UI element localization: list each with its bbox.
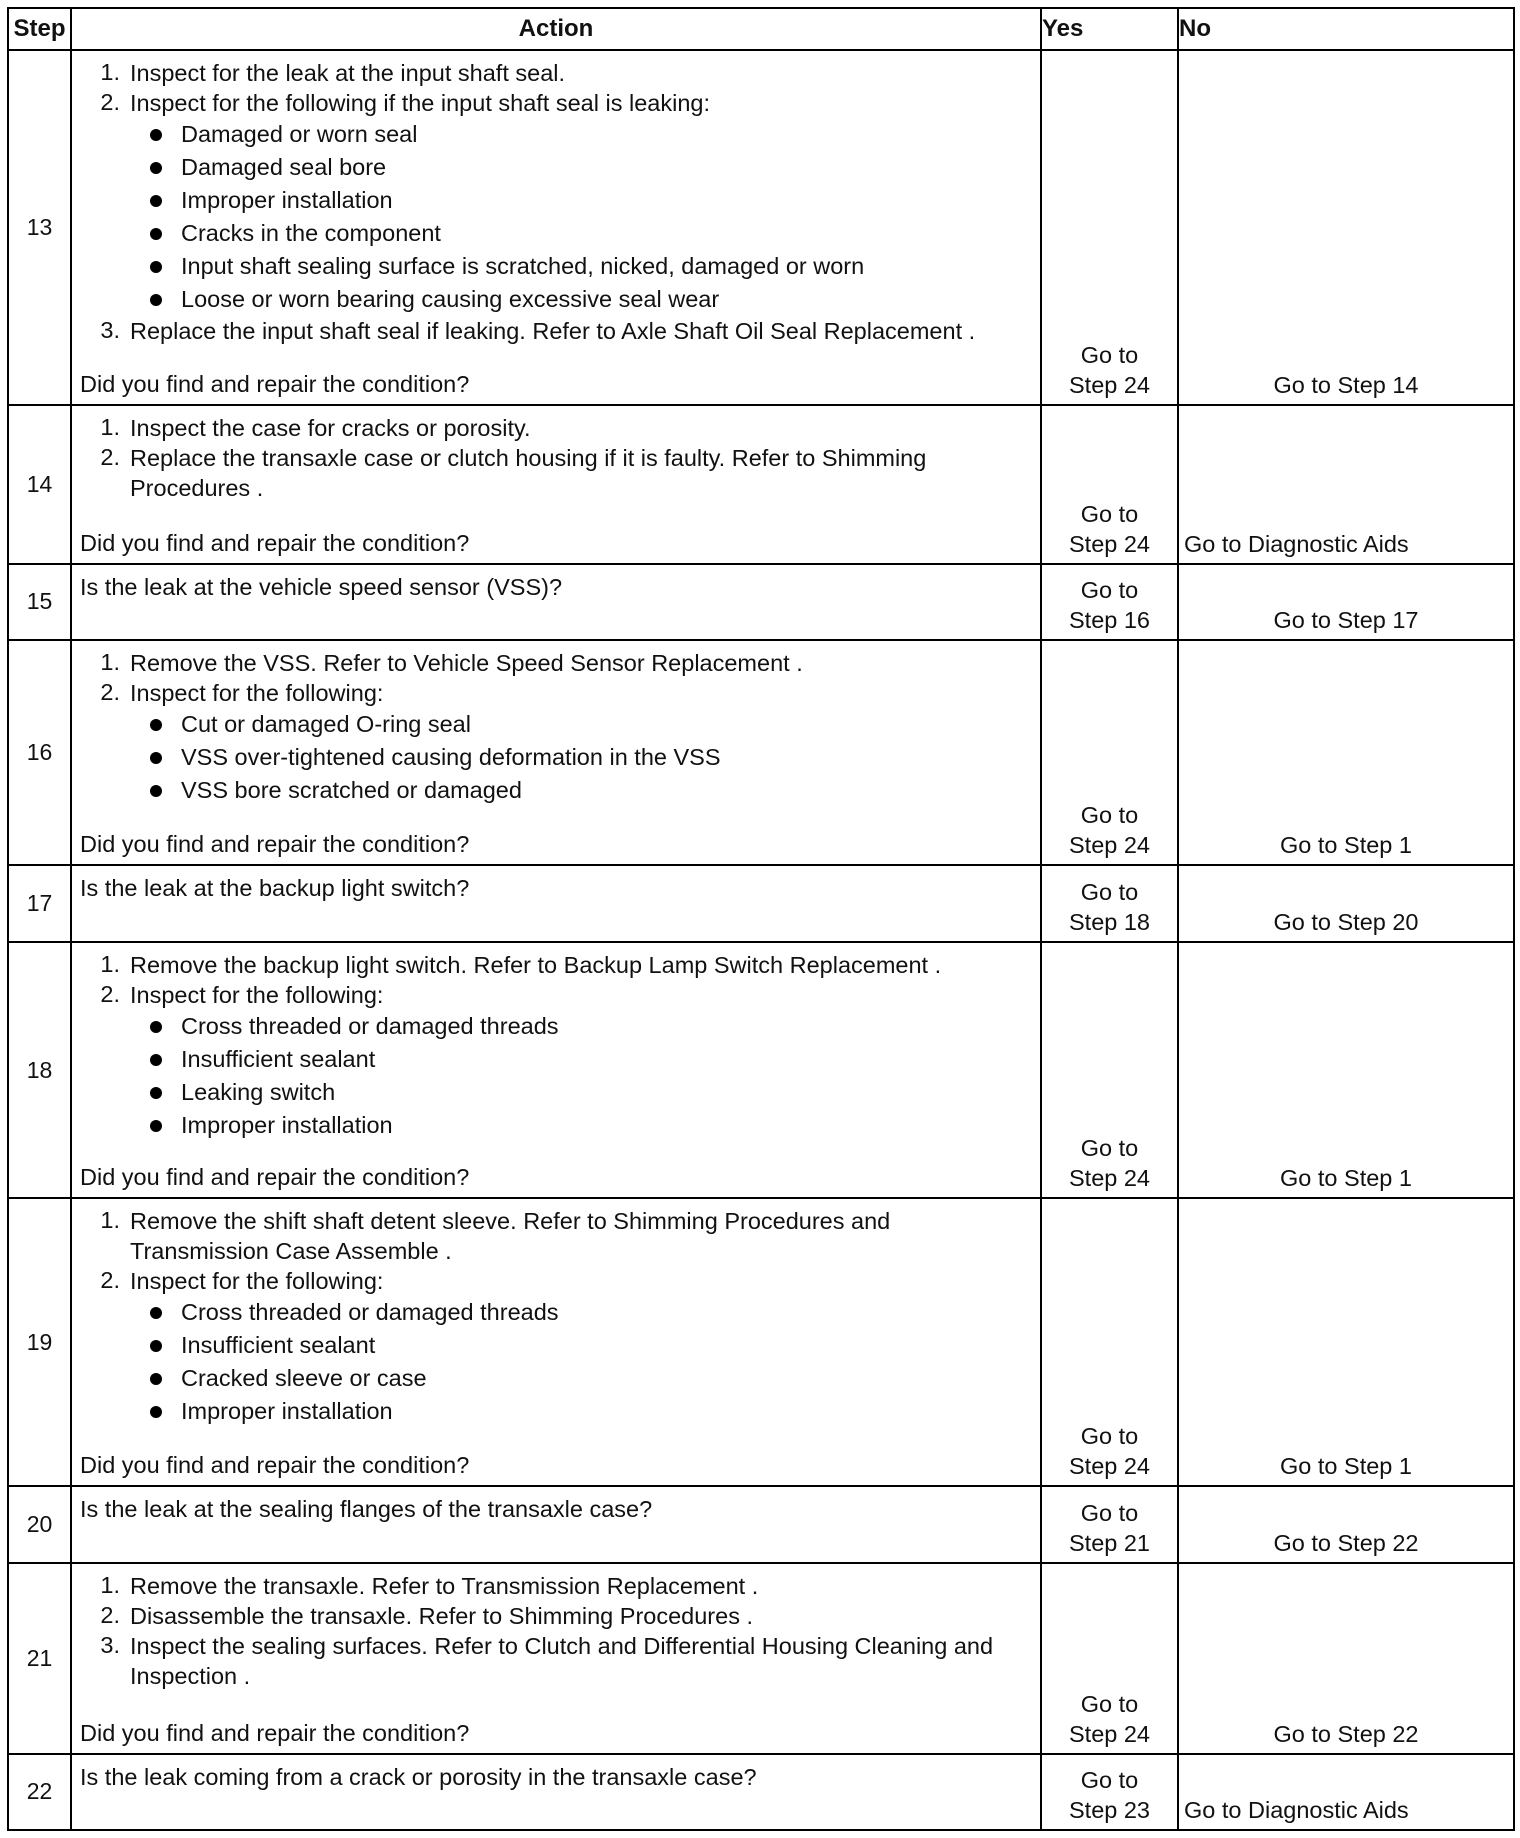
bullet-dot-icon — [150, 752, 162, 764]
yes-cell — [1041, 1198, 1178, 1486]
yes-result — [1042, 1421, 1177, 1485]
step-number: 13 — [8, 50, 71, 405]
table-row — [8, 1486, 1514, 1562]
no-cell — [1178, 865, 1514, 941]
bullet-item — [80, 1076, 1030, 1109]
item-number: 2. — [100, 89, 120, 115]
action-cell — [71, 640, 1041, 866]
item-text: Remove the VSS. Refer to Vehicle Speed Sensor Replacement . — [130, 649, 803, 676]
question-text: Is the leak at the sealing flanges of the transaxle case? — [80, 1496, 653, 1523]
list-item — [80, 648, 1030, 678]
bullet-text: Damaged or worn seal — [181, 121, 418, 147]
bullet-list — [80, 1010, 1030, 1142]
header-yes: Yes — [1041, 8, 1178, 50]
yes-line-2: Step 23 — [1068, 1797, 1150, 1823]
list-item — [80, 1571, 1030, 1601]
bullet-text: Cross threaded or damaged threads — [181, 1012, 559, 1039]
item-number: 1. — [100, 59, 120, 85]
no-cell — [1178, 50, 1514, 405]
item-number: 3. — [100, 317, 120, 343]
bullet-text: Leaking switch — [181, 1078, 336, 1105]
bullet-text: Input shaft sealing surface is scratched, nicked, damaged or worn — [181, 253, 865, 279]
no-result: Go to Step 1 — [1280, 832, 1412, 859]
bullet-item — [80, 250, 1030, 283]
item-text: Disassemble the transaxle. Refer to Shimming Procedures . — [130, 1602, 754, 1629]
bullet-dot-icon — [150, 162, 162, 174]
item-text: Remove the transaxle. Refer to Transmission Replacement . — [130, 1572, 759, 1599]
list-item — [80, 316, 1030, 346]
yes-line-2: Step 18 — [1068, 908, 1150, 935]
list-item — [80, 88, 1030, 118]
list-item — [80, 413, 1030, 443]
bullet-dot-icon — [150, 1406, 162, 1418]
yes-cell — [1041, 640, 1178, 866]
bullet-dot-icon — [150, 719, 162, 731]
action-content — [72, 406, 1040, 562]
question-text: Is the leak coming from a crack or porosity in the transaxle case? — [80, 1763, 757, 1790]
no-cell — [1178, 564, 1514, 640]
bullet-item — [80, 217, 1030, 250]
item-number: 2. — [100, 444, 120, 471]
bullet-item — [80, 708, 1030, 741]
no-cell — [1178, 1563, 1514, 1754]
yes-result — [1042, 340, 1177, 404]
header-action: Action — [71, 8, 1041, 50]
yes-line-1: Go to — [1080, 1690, 1139, 1717]
item-text: Replace the transaxle case or clutch housing if it is faulty. Refer to Shimming Procedures . — [130, 445, 927, 502]
item-number: 2. — [100, 980, 120, 1007]
yes-result — [1042, 877, 1177, 941]
header-no: No — [1178, 8, 1514, 50]
yes-line-2: Step 21 — [1068, 1529, 1150, 1556]
bullet-list — [80, 1296, 1030, 1428]
no-cell — [1178, 640, 1514, 866]
bullet-dot-icon — [150, 261, 162, 273]
table-row — [8, 405, 1514, 563]
bullet-text: Cracks in the component — [181, 220, 441, 246]
list-item — [80, 678, 1030, 708]
yes-line-2: Step 24 — [1068, 530, 1150, 557]
item-number: 2. — [100, 1267, 120, 1294]
step-number: 22 — [8, 1754, 71, 1830]
yes-cell — [1041, 942, 1178, 1199]
table-row — [8, 865, 1514, 941]
step-number: 19 — [8, 1198, 71, 1486]
yes-result — [1042, 499, 1177, 563]
bullet-text: Improper installation — [181, 1111, 393, 1138]
yes-line-2: Step 24 — [1068, 1165, 1150, 1192]
bullet-text: VSS over-tightened causing deformation in the VSS — [181, 743, 721, 770]
yes-result — [1042, 1498, 1177, 1562]
no-cell — [1178, 1486, 1514, 1562]
step-number: 14 — [8, 405, 71, 563]
question-text: Did you find and repair the condition? — [80, 1719, 470, 1746]
yes-result — [1042, 1133, 1177, 1197]
item-number: 1. — [100, 648, 120, 675]
list-item — [80, 950, 1030, 980]
action-cell — [71, 1486, 1041, 1562]
step-number: 16 — [8, 640, 71, 866]
action-content — [72, 1564, 1040, 1753]
yes-line-1: Go to — [1080, 802, 1139, 829]
numbered-list — [72, 943, 1040, 1142]
table-row — [8, 942, 1514, 1199]
action-cell — [71, 405, 1041, 563]
bullet-item — [80, 741, 1030, 774]
table-row — [8, 1754, 1514, 1830]
bullet-dot-icon — [150, 129, 162, 141]
action-cell — [71, 50, 1041, 405]
bullet-text: Loose or worn bearing causing excessive seal wear — [181, 286, 720, 312]
bullet-dot-icon — [150, 1087, 162, 1099]
question-text: Did you find and repair the condition? — [80, 831, 470, 858]
numbered-list — [72, 1564, 1040, 1691]
list-item — [80, 1631, 1030, 1691]
item-text: Inspect for the following if the input shaft seal is leaking: — [130, 90, 710, 116]
bullet-dot-icon — [150, 294, 162, 306]
item-text: Inspect for the leak at the input shaft seal. — [130, 60, 566, 86]
action-content — [72, 866, 1040, 940]
numbered-list — [72, 641, 1040, 807]
bullet-item — [80, 1010, 1030, 1043]
action-content — [72, 51, 1040, 404]
table-row — [8, 50, 1514, 405]
question-text: Did you find and repair the condition? — [80, 529, 470, 556]
no-cell — [1178, 1198, 1514, 1486]
item-text: Inspect the case for cracks or porosity. — [130, 415, 531, 442]
bullet-list — [80, 708, 1030, 807]
question-text: Is the leak at the vehicle speed sensor (VSS)? — [80, 573, 563, 600]
action-cell — [71, 942, 1041, 1199]
bullet-item — [80, 151, 1030, 184]
yes-line-1: Go to — [1080, 1135, 1139, 1162]
no-result: Go to Step 14 — [1273, 372, 1419, 399]
step-number: 15 — [8, 564, 71, 640]
bullet-text: VSS bore scratched or damaged — [181, 776, 522, 803]
no-cell — [1178, 405, 1514, 563]
yes-line-2: Step 24 — [1068, 1453, 1150, 1480]
item-text: Inspect the sealing surfaces. Refer to Clutch and Differential Housing Cleaning and Inspection . — [130, 1632, 994, 1689]
bullet-dot-icon — [150, 1054, 162, 1066]
list-item — [80, 980, 1030, 1010]
yes-result — [1042, 1765, 1177, 1829]
bullet-item — [80, 1395, 1030, 1428]
list-item — [80, 1206, 1030, 1266]
bullet-dot-icon — [150, 195, 162, 207]
action-cell — [71, 1754, 1041, 1830]
yes-cell — [1041, 1754, 1178, 1830]
list-item — [80, 443, 1030, 503]
yes-cell — [1041, 564, 1178, 640]
no-result: Go to Step 22 — [1273, 1529, 1419, 1556]
yes-line-1: Go to — [1080, 1423, 1139, 1450]
step-number: 20 — [8, 1486, 71, 1562]
yes-line-1: Go to — [1080, 500, 1139, 527]
item-text: Inspect for the following: — [130, 981, 384, 1008]
action-cell — [71, 1198, 1041, 1486]
item-number: 2. — [100, 1601, 120, 1628]
yes-result — [1042, 1689, 1177, 1753]
yes-cell — [1041, 405, 1178, 563]
bullet-dot-icon — [150, 1373, 162, 1385]
no-result: Go to Diagnostic Aids — [1184, 1797, 1409, 1823]
bullet-item — [80, 1362, 1030, 1395]
bullet-item — [80, 1329, 1030, 1362]
action-content — [72, 1199, 1040, 1485]
no-cell — [1178, 1754, 1514, 1830]
yes-result — [1042, 575, 1177, 639]
action-content — [72, 1487, 1040, 1561]
numbered-list — [72, 51, 1040, 346]
action-cell — [71, 1563, 1041, 1754]
bullet-dot-icon — [150, 1340, 162, 1352]
list-item — [80, 58, 1030, 88]
question-text: Is the leak at the backup light switch? — [80, 875, 470, 902]
table-row — [8, 1198, 1514, 1486]
bullet-text: Cracked sleeve or case — [181, 1365, 427, 1392]
numbered-list — [72, 406, 1040, 503]
diagnostic-table — [7, 7, 1515, 1831]
yes-result — [1042, 800, 1177, 864]
bullet-text: Improper installation — [181, 1398, 393, 1425]
yes-line-2: Step 24 — [1068, 372, 1150, 399]
table-body — [8, 50, 1514, 1830]
bullet-item — [80, 1109, 1030, 1142]
item-text: Remove the backup light switch. Refer to Backup Lamp Switch Replacement . — [130, 951, 942, 978]
question-text: Did you find and repair the condition? — [80, 1164, 470, 1191]
bullet-dot-icon — [150, 1021, 162, 1033]
list-item — [80, 1601, 1030, 1631]
item-text: Inspect for the following: — [130, 679, 384, 706]
bullet-dot-icon — [150, 1120, 162, 1132]
question-text: Did you find and repair the condition? — [80, 371, 470, 398]
yes-line-1: Go to — [1080, 1499, 1139, 1526]
header-step: Step — [8, 8, 71, 50]
bullet-item — [80, 118, 1030, 151]
bullet-item — [80, 184, 1030, 217]
no-result: Go to Step 1 — [1280, 1165, 1412, 1192]
yes-line-1: Go to — [1080, 342, 1139, 369]
yes-line-1: Go to — [1080, 576, 1139, 603]
numbered-list — [72, 1199, 1040, 1428]
bullet-text: Insufficient sealant — [181, 1045, 376, 1072]
no-cell — [1178, 942, 1514, 1199]
step-number: 18 — [8, 942, 71, 1199]
bullet-text: Damaged seal bore — [181, 154, 387, 180]
item-text: Replace the input shaft seal if leaking. Refer to Axle Shaft Oil Seal Replacement . — [130, 318, 976, 344]
action-content — [72, 565, 1040, 639]
bullet-item — [80, 774, 1030, 807]
yes-cell — [1041, 50, 1178, 405]
list-item — [80, 1266, 1030, 1296]
action-cell — [71, 865, 1041, 941]
bullet-text: Cut or damaged O-ring seal — [181, 710, 471, 737]
bullet-text: Insufficient sealant — [181, 1332, 376, 1359]
bullet-item — [80, 283, 1030, 316]
yes-cell — [1041, 1563, 1178, 1754]
bullet-text: Improper installation — [181, 187, 393, 213]
action-content — [72, 1755, 1040, 1829]
bullet-text: Cross threaded or damaged threads — [181, 1299, 559, 1326]
item-number: 1. — [100, 414, 120, 441]
item-number: 3. — [100, 1631, 120, 1658]
yes-cell — [1041, 865, 1178, 941]
item-number: 1. — [100, 1207, 120, 1234]
table-row — [8, 1563, 1514, 1754]
item-number: 2. — [100, 678, 120, 705]
table-row — [8, 640, 1514, 866]
bullet-item — [80, 1296, 1030, 1329]
yes-line-1: Go to — [1080, 1767, 1139, 1793]
item-text: Remove the shift shaft detent sleeve. Refer to Shimming Procedures and Transmission Case Assemble . — [130, 1208, 891, 1265]
step-number: 17 — [8, 865, 71, 941]
bullet-dot-icon — [150, 785, 162, 797]
no-result: Go to Step 17 — [1273, 606, 1419, 633]
yes-line-2: Step 16 — [1068, 606, 1150, 633]
no-result: Go to Step 22 — [1273, 1720, 1419, 1747]
yes-line-1: Go to — [1080, 878, 1139, 905]
item-number: 1. — [100, 950, 120, 977]
no-result: Go to Step 1 — [1280, 1453, 1412, 1480]
no-result: Go to Step 20 — [1273, 908, 1419, 935]
item-number: 1. — [100, 1571, 120, 1598]
bullet-dot-icon — [150, 1307, 162, 1319]
bullet-list — [80, 118, 1030, 316]
no-result: Go to Diagnostic Aids — [1184, 530, 1409, 557]
action-cell — [71, 564, 1041, 640]
yes-line-2: Step 24 — [1068, 1720, 1150, 1747]
step-number: 21 — [8, 1563, 71, 1754]
action-content — [72, 943, 1040, 1198]
yes-line-2: Step 24 — [1068, 832, 1150, 859]
item-text: Inspect for the following: — [130, 1268, 384, 1295]
yes-cell — [1041, 1486, 1178, 1562]
action-content — [72, 641, 1040, 865]
bullet-dot-icon — [150, 228, 162, 240]
bullet-item — [80, 1043, 1030, 1076]
question-text: Did you find and repair the condition? — [80, 1452, 470, 1479]
table-row — [8, 564, 1514, 640]
header-row — [8, 8, 1514, 50]
